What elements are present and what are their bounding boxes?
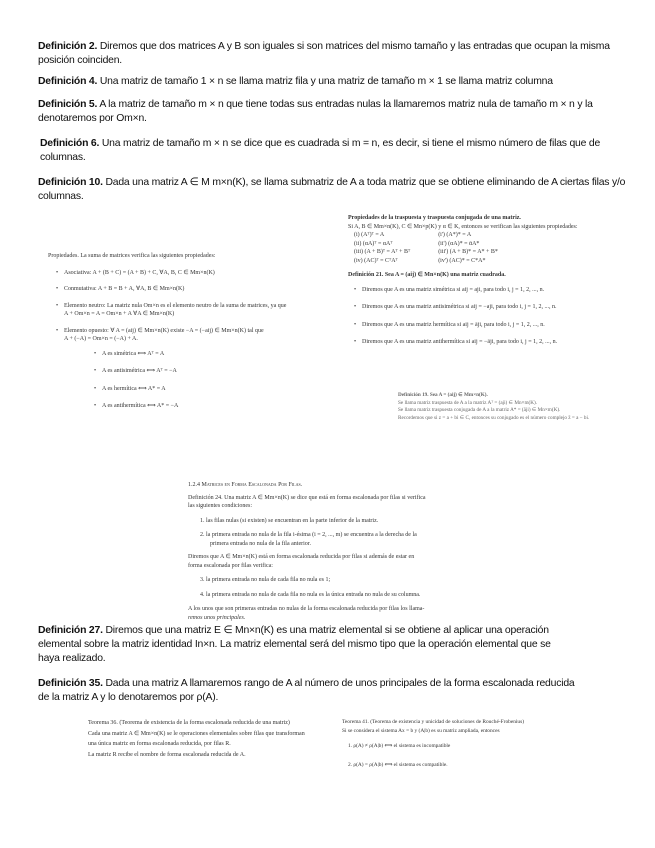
conjugate-prop-iii: (iii') (A + B)* = A* + B* [438, 249, 498, 255]
theorem-36-line-2: una única matriz en forma escalonada reducida, por filas R. [88, 741, 231, 747]
definition-35-line-1: Dada una matriz A llamaremos rango de A al número de unos principales de la forma escalonada reducida [105, 678, 575, 689]
theorem-36-title: Teorema 36. (Teorema de existencia de la forma escalonada reducida de una matriz) [88, 720, 290, 726]
reduced-echelon-line-2: forma escalonada por filas verifica: [188, 562, 273, 569]
opposite-element-prop: • Elemento opuesto: ∀ A = (aij) ∈ Mm×n(K) existe −A = (−aij) ∈ Mm×n(K) tal que [56, 327, 338, 336]
condition-2-line-1: 2. la primera entrada no nula de la fila i-ésima (i = 2, ..., m) se encuentra a la derecha de la [200, 532, 417, 538]
theorem-36-line-3: La matriz R recibe el nombre de forma escalonada reducida de A. [88, 751, 246, 758]
echelon-heading: 1.2.4 Matrices en Forma Escalonada Por Filas. [188, 482, 303, 488]
definition-2-line-1: Diremos que dos matrices A y B son iguales si son matrices del mismo tamaño y las entradas que ocupan la misma [99, 41, 610, 52]
transpose-prop-ii: (ii) (αA)ᵀ = αAᵀ [354, 240, 393, 247]
condition-1: 1. las filas nulas (si existen) se encuentran en la parte inferior de la matriz. [200, 517, 379, 524]
theorem-41-case-1: 1. ρ(A) ≠ ρ(A|b) ⟺ el sistema es incompatible [348, 743, 451, 749]
theorem-41-case-2: 2. ρ(A) = ρ(A|b) ⟺ el sistema es compatible. [348, 762, 448, 768]
definition-2-title: Definición 2. [38, 41, 98, 52]
definition-24-line-1: Definición 24. Una matriz A ∈ Mm×n(K) se dice que está en forma escalonada por filas si verifica [188, 494, 426, 501]
definition-27-line-1: Diremos que una matriz E ∈ Mn×n(K) es una matriz elemental si se obtiene al aplicar una operación [105, 625, 549, 636]
definition-5-line-2: denotaremos por Om×n. [38, 113, 147, 124]
antihermitian-equivalence: • A es antihermítica ⟺ A* = −A [94, 402, 338, 411]
definition-21: Definición 21. Sea A = (aij) ∈ Mn×n(K) una matriz cuadrada. [348, 272, 506, 278]
conjugate-prop-i: (i') (A*)* = A [438, 232, 472, 238]
definition-27-title: Definición 27. [38, 625, 103, 636]
definition-35-title: Definición 35. [38, 678, 103, 689]
sum-properties-block [48, 252, 338, 411]
definition-6-line-2: columnas. [40, 152, 86, 163]
definition-19-line-3: Recordemos que si z = a + bi ∈ C, entonces su conjugado es el número complejo z̄ = a − bi. [398, 414, 590, 421]
definition-2 [38, 40, 628, 68]
definition-5-title: Definición 5. [38, 99, 98, 110]
definition-10 [38, 176, 628, 204]
theorem-41-line-1: Si se considera el sistema Ax = b y (A|b) es su matriz ampliada, entonces [342, 728, 500, 734]
neutral-element-formula: A + Om×n = A = Om×n + A ∀A ∈ Mm×n(K) [64, 311, 175, 317]
definition-27-line-2: elemental sobre la matriz identidad In×n. La matriz elemental será del mismo tipo que la operación elemental que se [38, 639, 551, 650]
transpose-prop-iv: (iv) (AC)ᵀ = CᵀAᵀ [354, 257, 398, 264]
commutative-prop: • Conmutativa: A + B = B + A, ∀A, B ∈ Mm×n(K) [56, 285, 338, 294]
definition-19-line-1: Se llama matriz traspuesta de A a la matriz Aᵀ = (aji) ∈ Mn×m(K). [398, 399, 538, 406]
echelon-footnote-line-2: remos unos principales. [188, 614, 246, 621]
condition-4: 4. la primera entrada no nula de cada fila no nula es la única entrada no nula de su columna. [200, 591, 421, 598]
transpose-properties-title: Propiedades de la traspuesta y traspuesta conjugada de una matriz. [348, 215, 521, 221]
definition-27-line-3: haya realizado. [38, 653, 106, 664]
theorem-36-block [88, 718, 328, 760]
definition-10-title: Definición 10. [38, 177, 103, 188]
definition-4-line-1: Una matriz de tamaño 1 × n se llama matriz fila y una matriz de tamaño m × 1 se llama matriz columna [99, 76, 553, 87]
definition-27 [38, 624, 628, 666]
reduced-echelon-line-1: Diremos que A ∈ Mm×n(K) está en forma escalonada reducida por filas si además de estar en [188, 554, 415, 560]
definition-5 [38, 98, 628, 126]
transpose-properties-intro: Si A, B ∈ Mm×n(K), C ∈ Mn×p(K) y α ∈ K, entonces se verifican las siguientes propiedades: [348, 223, 578, 230]
sum-properties-intro: Propiedades. La suma de matrices verifica las siguientes propiedades: [48, 253, 216, 259]
conjugate-prop-ii: (ii') (αA)* = ᾱA* [438, 240, 480, 247]
associative-prop: • Asociativa: A + (B + C) = (A + B) + C, ∀A, B, C ∈ Mm×n(K) [56, 269, 338, 278]
definition-6-title: Definición 6. [40, 138, 100, 149]
definition-19-block [398, 392, 648, 422]
theorem-41-title: Teorema 41. (Teorema de existencia y unicidad de soluciones de Rouché-Frobenius) [342, 719, 525, 725]
definition-6 [40, 137, 630, 165]
transpose-prop-iii: (iii) (A + B)ᵀ = Aᵀ + Bᵀ [354, 249, 411, 255]
definition-10-line-2: columnas. [38, 191, 84, 202]
definition-19-line-2: Se llama matriz traspuesta conjugada de A a la matriz A* = (āji) ∈ Mn×m(K). [398, 407, 561, 413]
transpose-prop-i: (i) (Aᵀ)ᵀ = A [354, 232, 385, 238]
symmetric-equivalence: • A es simétrica ⟺ Aᵀ = A [94, 350, 338, 359]
antisymmetric-def: • Diremos que A es una matriz antisimétrica si aij = −aji, para todo i, j = 1, 2, ..., n. [354, 303, 648, 312]
antihermitian-def: • Diremos que A es una matriz antihermítica si aij = −āji, para todo i, j = 1, 2, ..., n. [354, 338, 648, 347]
symmetric-def: • Diremos que A es una matriz simétrica si aij = aji, para todo i, j = 1, 2, ..., n. [354, 286, 648, 295]
condition-3: 3. la primera entrada no nula de cada fila no nula es 1; [200, 577, 331, 583]
condition-2-line-2: primera entrada no nula de la fila anterior. [210, 540, 311, 547]
transpose-properties-block [348, 214, 648, 347]
antisymmetric-equivalence: • A es antisimétrica ⟺ Aᵀ = −A [94, 367, 338, 376]
definition-10-line-1: Dada una matriz A ∈ M m×n(K), se llama submatriz de A a toda matriz que se obtiene eliminando de A ciertas filas y/o [105, 177, 626, 188]
definition-6-line-1: Una matriz de tamaño m × n se dice que es cuadrada si m = n, es decir, si tiene el mismo número de filas que de [101, 138, 601, 149]
neutral-element-prop: • Elemento neutro: La matriz nula Om×n es el elemento neutro de la suma de matrices, ya que [56, 302, 338, 311]
definition-24-line-2: las siguientes condiciones: [188, 503, 252, 509]
theorem-36-line-1: Cada una matriz A ∈ Mm×n(K) se le operaciones elementales sobre filas que transforman [88, 730, 305, 737]
definition-4 [38, 75, 628, 89]
definition-35 [38, 677, 628, 705]
definition-2-line-2: posición coinciden. [38, 55, 122, 66]
hermitian-equivalence: • A es hermítica ⟺ A* = A [94, 385, 338, 394]
echelon-form-block [188, 481, 488, 622]
definition-35-line-2: de la matriz A y lo denotaremos por ρ(A). [38, 692, 219, 703]
conjugate-prop-iv: (iv') (AC)* = C*A* [438, 257, 486, 264]
opposite-element-formula: A + (−A) = Om×n = (−A) + A. [64, 336, 138, 342]
definition-5-line-1: A la matriz de tamaño m × n que tiene todas sus entradas nulas la llamaremos matriz nula de tamaño m × n y la [99, 99, 593, 110]
echelon-footnote-line-1: A los unos que son primeras entradas no nulas de la forma escalonada reducida por filas los llama- [188, 606, 425, 612]
theorem-41-block [342, 718, 642, 770]
definition-19-title: Definición 19. Sea A = (aij) ∈ Mm×n(K). [398, 392, 488, 398]
definition-4-title: Definición 4. [38, 76, 98, 87]
hermitian-def: • Diremos que A es una matriz hermítica si aij = āji, para todo i, j = 1, 2, ..., n. [354, 321, 648, 330]
